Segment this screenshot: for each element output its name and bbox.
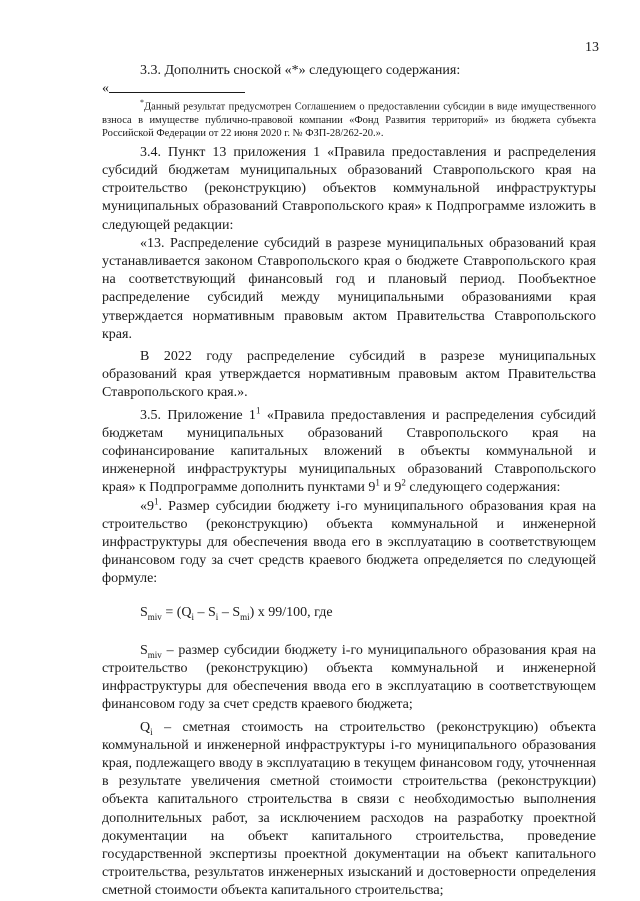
formula-eq: = (Q (161, 604, 192, 620)
section-3-4: 3.4. Пункт 13 приложения 1 «Правила предоставления и распределения субсидий бюджетам муниципальных образований Ставропольского края на строительство (реконструкцию) объектов коммунальной инфраструктуры муниципальных образований Ставропольского края» к Подпрограмме изложить в следующей редакции: (102, 144, 596, 233)
definition-q-text: – сметная стоимость на строительство (реконструкцию) объекта коммунальной и инженерной инфраструктуры i-го муниципального образования края, подлежащего вводу в эксплуатацию в текущем финансовом году, уточненная в результате увеличения сметной стоимости строительства (реконструкции) объекта капитального строительства в связи с необходимостью выполнения дополнительных работ, за исключением расходов на разработку проектной документации на объект капитального строительства, проведение государственной экспертизы проектной документации на объект капитального строительства, результатов инженерных изысканий и достоверности определения сметной стоимости объекта капитального строительства; (102, 719, 596, 899)
definition-s-sub: miv (147, 649, 162, 660)
section-3-5-sup3: 2 (401, 477, 406, 488)
formula-minus-s2: – S (218, 604, 241, 620)
paragraph-9-1-sup: 1 (154, 495, 159, 506)
formula-tail: ) х 99/100, где (249, 604, 333, 620)
formula (140, 604, 596, 622)
paragraph-2022: В 2022 году распределение субсидий в разрезе муниципальных образований края утверждается нормативным правовым актом Правительства Ставропольского края.». (102, 348, 596, 401)
paragraph-9-1-part2: . Размер субсидии бюджету i-го муниципального образования края на строительство (реконструкцию) объекта коммунальной и инженерной инфраструктуры для обеспечения ввода его в эксплуатацию в соответствующем финансовом году за счет средств краевого бюджета определяется по следующей формуле: (102, 498, 596, 587)
footnote-divider (109, 92, 245, 93)
paragraph-9-1 (102, 495, 596, 589)
footnote-body: Данный результат предусмотрен Соглашением о предоставлении субсидии в виде имущественного взноса в имуществе публично-правовой компании «Фонд Развития территорий» из бюджета субъекта Российской Федерации от 22 июня 2020 г. № ФЗП-28/262-20.». (102, 101, 596, 139)
paragraph-13: «13. Распределение субсидий в разрезе муниципальных образований края устанавливается законом Ставропольского края о бюджете Ставропольского края на соответствующий финансовый год и плановый период. Пообъектное распределение субсидий между муниципальными образованиями края утверждается нормативным правовым актом Правительства Ставропольского края. (102, 235, 596, 342)
section-3-5-part1: 3.5. Приложение 1 (140, 407, 256, 423)
section-3-5-sup2: 1 (375, 477, 380, 488)
definition-q-sub: i (150, 726, 153, 737)
section-3-5-part4: следующего содержания: (405, 480, 561, 496)
formula-sub-mi: mi (240, 611, 250, 622)
formula-sub-i1: i (191, 611, 194, 622)
footnote-star: * (140, 98, 144, 108)
formula-sub-miv: miv (147, 611, 162, 622)
section-3-5-part3: и 9 (379, 480, 402, 496)
definition-s-symbol: S (140, 642, 148, 658)
definition-q-i (102, 719, 596, 901)
section-3-3: 3.3. Дополнить сноской «*» следующего содержания: (140, 63, 461, 78)
definition-q-symbol: Q (140, 719, 151, 735)
definition-s-miv (102, 642, 596, 715)
definition-s-text: – размер субсидии бюджету i-го муниципального образования края на строительство (реконструкцию) объекта коммунальной и инженерной инфраструктуры для обеспечения ввода его в эксплуатацию в соответствующем финансовом году за счет средств краевого бюджета; (102, 642, 596, 713)
footnote-text (102, 87, 596, 140)
formula-s: S (140, 604, 148, 620)
formula-minus-s: – S (194, 604, 216, 620)
paragraph-9-1-part1: «9 (140, 498, 154, 514)
section-3-5-part2: «Правила предоставления и распределения субсидий бюджетам муниципальных образований Ставропольского края на софинансирование капитальных вложений в объекты коммунальной и инженерной инфраструктуры муниципальных образований Ставропольского края» к Подпрограмме дополнить пунктами 9 (102, 407, 596, 496)
section-3-5 (102, 404, 596, 498)
footnote-block (102, 81, 596, 140)
footnote-quote-open: « (102, 81, 109, 97)
document-body (102, 62, 596, 901)
section-3-5-sup1: 1 (255, 404, 261, 415)
page-number: 13 (585, 40, 599, 55)
formula-sub-i2: i (215, 611, 219, 622)
